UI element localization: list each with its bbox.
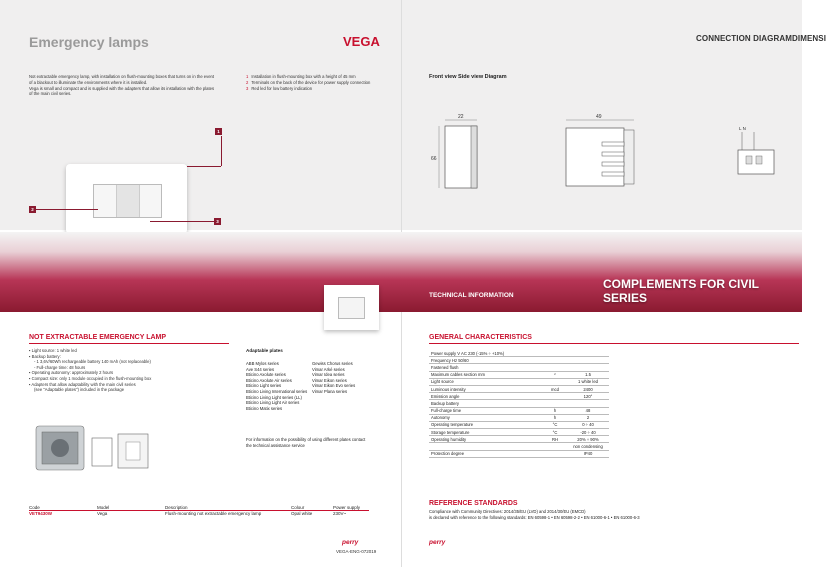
characteristic-unit: h xyxy=(543,407,567,414)
callout-line xyxy=(187,166,221,167)
characteristic-row xyxy=(429,350,609,357)
characteristic-label xyxy=(429,443,543,450)
complements-title: COMPLEMENTS FOR CIVIL SERIES xyxy=(603,277,759,305)
feature-list xyxy=(29,348,229,393)
description-cell: Flush-mounting not extractable emergency lamp xyxy=(165,511,262,516)
note-text: Red led for low battery indication xyxy=(251,85,313,91)
characteristic-value xyxy=(567,350,609,357)
characteristic-value: 120° xyxy=(567,393,609,400)
power-cell: 230V~ xyxy=(333,511,347,516)
plate-item: Bticino Living Light Air series xyxy=(246,400,300,406)
brand-logo: perry xyxy=(342,539,359,546)
plate-item: Vimar Arké series xyxy=(312,366,345,372)
dim-66: 66 xyxy=(431,156,437,162)
code-cell: VET9430W xyxy=(29,511,53,516)
dim-22: 22 xyxy=(458,114,464,120)
connection-header: CONNECTION DIAGRAMDIMENSI xyxy=(696,34,826,43)
brand-logo: perry xyxy=(429,539,446,546)
reference-text xyxy=(429,509,799,521)
characteristic-value: 20% ÷ 90% xyxy=(567,436,609,443)
plate-item: Gewiss Chorus series xyxy=(312,361,353,366)
characteristic-label: Power supply V AC 230 (-15% ÷ +10%) xyxy=(429,350,543,357)
characteristic-label: Maximum cables section mm xyxy=(429,371,543,378)
characteristic-label: Luminous intensity xyxy=(429,385,543,392)
thumbnail-frame xyxy=(338,297,365,319)
feature-item: - 1 3,6V/60Wh rechargeable battery 140 mAh (not replaceable) xyxy=(34,359,151,365)
characteristic-row xyxy=(429,436,609,443)
note-text: Terminals on the back of the device for power supply connection xyxy=(251,79,371,85)
side-body xyxy=(566,128,624,186)
plate-item: Vimar Eikon Evo series xyxy=(312,383,356,389)
characteristic-row xyxy=(429,378,609,385)
reference-line: is declared with reference to the following standards: EN 60598-1 • EN 60598-2-2 • EN 61000-6-1 • EN 61000-6-3 xyxy=(429,514,640,520)
characteristic-unit xyxy=(543,357,567,364)
feature-item: ▪ Operating autonomy: approximately 2 hours xyxy=(29,370,114,376)
characteristic-unit xyxy=(543,393,567,400)
front-view-drawing xyxy=(429,108,489,193)
characteristic-value: 1 white led xyxy=(567,378,609,385)
characteristic-unit: ² xyxy=(543,371,567,378)
desc-line: of a blackout to illuminate the environments where it is installed. xyxy=(29,79,148,85)
feature-item: ▪ Adapters that allow adaptability with the main civil series xyxy=(29,381,136,387)
dim-49: 49 xyxy=(596,114,602,120)
header-cell: Description xyxy=(165,505,188,510)
callout-1: 1 xyxy=(215,128,222,135)
plate-item: Ave S44 series xyxy=(246,366,275,372)
characteristic-value: IP40 xyxy=(567,450,609,457)
feature-item: - Full-charge time: 48 hours xyxy=(34,364,86,370)
characteristic-label: Autonomy xyxy=(429,414,543,421)
header-cell: Code xyxy=(29,505,40,510)
plate-item: Bticino Matix series xyxy=(246,405,283,411)
characteristic-row xyxy=(429,400,609,407)
table-row xyxy=(29,511,369,516)
characteristic-row xyxy=(429,393,609,400)
characteristic-value: non condensing xyxy=(567,443,609,450)
desc-line: Vega is small and compact and is supplied with the adapters that allow its installation with the plates xyxy=(29,85,215,91)
callout-line xyxy=(150,221,214,222)
adaptable-list-2 xyxy=(312,361,392,395)
characteristic-value: -20 ÷ 40 xyxy=(567,429,609,436)
characteristic-row xyxy=(429,364,609,371)
characteristic-label: Storage temperature xyxy=(429,429,543,436)
plate-item: Vimar Plana series xyxy=(312,388,348,394)
characteristics-table xyxy=(429,350,609,458)
reference-line: Compliance with Community Directives: 2014/35/EU (LVD) and 2014/30/EU (EMCD) xyxy=(429,509,586,514)
note-number: 2 xyxy=(246,79,249,85)
plate-item: Bticino Axolute series xyxy=(246,372,286,378)
adapter xyxy=(92,438,112,466)
technical-info-title: TECHNICAL INFORMATION xyxy=(429,292,514,299)
callout-2: 2 xyxy=(29,206,36,213)
characteristic-row xyxy=(429,357,609,364)
lamp-module xyxy=(116,185,140,217)
characteristic-unit xyxy=(543,378,567,385)
section-rule xyxy=(29,343,229,344)
general-title: GENERAL CHARACTERISTICS xyxy=(429,334,532,341)
plate-item: Bticino Living Light series (LL) xyxy=(246,394,302,400)
feature-item: ▪ Backup battery: xyxy=(29,353,61,359)
note-number: 1 xyxy=(246,74,249,79)
characteristic-value xyxy=(567,357,609,364)
plate-item: Bticino Axolute Air series xyxy=(246,377,292,383)
characteristic-unit: °C xyxy=(543,421,567,428)
colour-cell: Opal white xyxy=(291,511,313,516)
characteristic-row xyxy=(429,421,609,428)
characteristic-value: 0 ÷ 40 xyxy=(567,421,609,428)
plate-item: Vimar Eikon series xyxy=(312,377,347,383)
desc-line: of the main civil series. xyxy=(29,91,72,97)
header-cell: Power supply xyxy=(333,505,361,510)
note-item xyxy=(246,86,396,92)
note-text: Installation in flush-mounting box with a height of 45 mm xyxy=(251,74,356,79)
characteristic-value: 2 xyxy=(567,414,609,421)
section-title: NOT EXTRACTABLE EMERGENCY LAMP xyxy=(29,334,167,341)
characteristic-row xyxy=(429,371,609,378)
feature-item: (see "Adaptable plates") included in the package xyxy=(34,387,125,393)
characteristic-label: Operating humidity xyxy=(429,436,543,443)
product-description xyxy=(29,74,229,97)
reference-title: REFERENCE STANDARDS xyxy=(429,500,518,507)
characteristic-label: Emission angle xyxy=(429,393,543,400)
callout-3: 3 xyxy=(214,218,221,225)
feature-item: ▪ Light source: 1 white led xyxy=(29,348,77,353)
code-table xyxy=(29,505,369,516)
brand-name: VEGA xyxy=(343,34,380,49)
characteristic-unit: RH xyxy=(543,436,567,443)
exploded-product-image xyxy=(34,418,154,480)
notes-list xyxy=(246,74,396,91)
characteristic-label: Fastened flush xyxy=(429,364,543,371)
characteristic-label: Full-charge time xyxy=(429,407,543,414)
characteristic-row xyxy=(429,429,609,436)
header-cell: Colour xyxy=(291,505,305,510)
characteristic-row xyxy=(429,414,609,421)
plate-item: Vimar Idea series xyxy=(312,372,345,378)
characteristic-unit: °C xyxy=(543,429,567,436)
plate-item: Bticino Living International series xyxy=(246,388,308,394)
page-title: Emergency lamps xyxy=(29,34,149,50)
characteristic-unit xyxy=(543,400,567,407)
callout-line xyxy=(36,209,98,210)
terminal-labels: L N xyxy=(739,126,746,131)
characteristic-label: Operating temperature xyxy=(429,421,543,428)
characteristic-value xyxy=(567,364,609,371)
characteristic-label: Light source xyxy=(429,378,543,385)
characteristic-label: Frequency Hz 50/60 xyxy=(429,357,543,364)
characteristic-unit xyxy=(543,443,567,450)
characteristic-row xyxy=(429,407,609,414)
characteristic-unit: h xyxy=(543,414,567,421)
views-header: Front view Side view Diagram xyxy=(429,74,507,80)
side-view-drawing xyxy=(556,108,646,193)
characteristic-unit xyxy=(543,350,567,357)
lamp-frame xyxy=(93,184,162,218)
plate-item: ABB Mylos series xyxy=(246,361,279,366)
callout-line xyxy=(221,136,222,166)
document-code: VEGA-ENG-072019 xyxy=(336,549,377,554)
characteristic-label: Protection degree xyxy=(429,450,543,457)
characteristic-row xyxy=(429,385,609,392)
header-cell: Model xyxy=(97,505,110,510)
characteristic-unit xyxy=(543,450,567,457)
product-thumbnail xyxy=(324,285,379,330)
front-side xyxy=(471,126,477,188)
characteristic-unit xyxy=(543,364,567,371)
model-cell: Vega xyxy=(97,511,108,516)
characteristic-value: 1.5 xyxy=(567,371,609,378)
adaptable-title: Adaptable plates xyxy=(246,348,283,353)
plate-item: Bticino Light series xyxy=(246,383,282,389)
characteristic-value: 48 xyxy=(567,407,609,414)
characteristic-label: Backup battery xyxy=(429,400,543,407)
desc-line: Not extractable emergency lamp, with installation on flush-mounting boxes that turns on in the event xyxy=(29,74,215,79)
characteristic-value xyxy=(567,400,609,407)
characteristic-unit: mcd xyxy=(543,385,567,392)
characteristic-value: 2400 xyxy=(567,385,609,392)
characteristic-row xyxy=(429,450,609,457)
characteristic-row xyxy=(429,443,609,450)
note-number: 3 xyxy=(246,85,249,91)
feature-item: ▪ Compact size: only 1 module occupied in the flush-mounting box xyxy=(29,375,152,381)
section-rule xyxy=(429,343,799,344)
adaptable-note: For information on the possibility of using different plates contact the technical assistance service xyxy=(246,437,366,448)
product-photo xyxy=(66,164,187,234)
wiring-diagram xyxy=(732,120,782,180)
